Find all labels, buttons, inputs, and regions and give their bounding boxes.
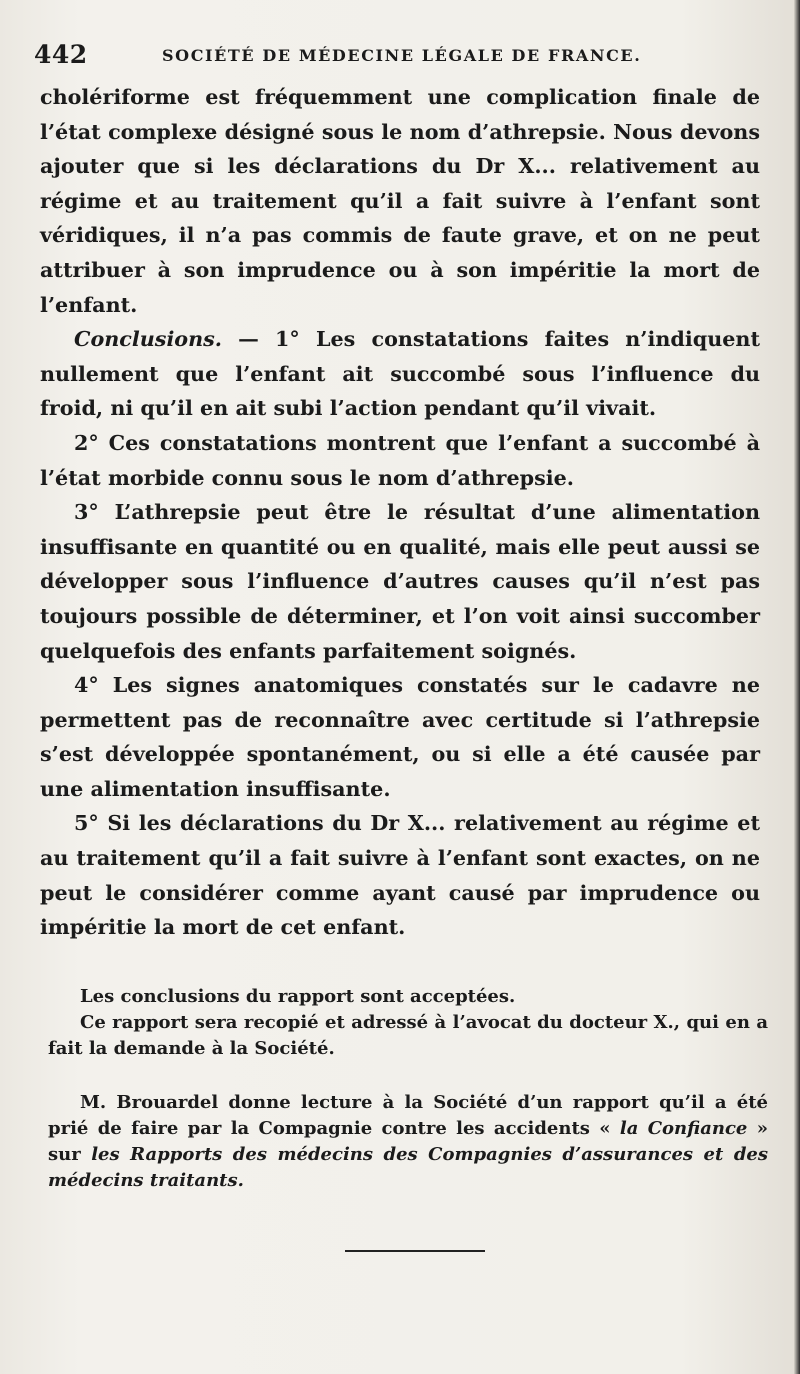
page-number: 442	[34, 40, 88, 69]
conclusions-4: 4° Les signes anatomiques constatés sur le cadavre ne permettent pas de reconnaître avec certitude si l’athrepsie s’est développée spontanément, ou si elle a été causée par une alimentation insuffisante.	[40, 673, 760, 801]
brouardel-paragraph	[48, 1090, 768, 1194]
company-name: la Confiance	[619, 1118, 748, 1139]
conclusions-heading: Conclusions.	[74, 327, 222, 352]
main-text	[40, 80, 760, 945]
meeting-minutes	[48, 984, 768, 1062]
conclusions-1-text: — 1° Les constatations faites n’indiquent nullement que l’enfant ait succombé sous l’influence du froid, ni qu’il en ait subi l’action pendant qu’il vivait.	[40, 327, 760, 421]
conclusions-accepted: Les conclusions du rapport sont acceptées.	[80, 986, 516, 1007]
brouardel-text-a: M. Brouardel donne lecture à la Société d’un rapport qu’il a été prié de faire par la Compagnie contre les accidents «	[48, 1092, 768, 1139]
section-rule	[345, 1250, 485, 1252]
conclusions-2: 2° Ces constatations montrent que l’enfant a succombé à l’état morbide connu sous le nom d’athrepsie.	[40, 430, 760, 490]
paragraph-continuation: cholériforme est fréquemment une complication finale de l’état complexe désigné sous le nom d’athrepsie. Nous devons ajouter que si les déclarations du Dr X... relativement au régime et au traitement qu’il a fait suivre à l’enfant sont véridiques, il n’a pas commis de faute grave, et on ne peut attribuer à son imprudence ou à son impéritie la mort de l’enfant.	[40, 85, 760, 317]
conclusions-5: 5° Si les déclarations du Dr X... relativement au régime et au traitement qu’il a fait suivre à l’enfant sont exactes, on ne peut le considérer comme ayant causé par imprudence ou impéritie la mort de cet enfant.	[40, 811, 760, 940]
conclusions-3: 3° L’athrepsie peut être le résultat d’une alimentation insuffisante en quantité ou en qualité, mais elle peut aussi se développer sous l’influence d’autres causes qu’il n’est pas toujours possible de déterminer, et l’on voit ainsi succomber quelquefois des enfants parfaitement soignés.	[40, 500, 760, 663]
page-edge-shadow	[794, 0, 800, 1374]
brouardel-text-b: » sur	[48, 1118, 768, 1165]
report-copy-note: Ce rapport sera recopié et adressé à l’avocat du docteur X., qui en a fait la demande à la Société.	[48, 1012, 768, 1059]
page-header	[34, 38, 774, 78]
running-head: SOCIÉTÉ DE MÉDECINE LÉGALE DE FRANCE.	[162, 46, 642, 65]
report-title: les Rapports des médecins des Compagnies d’assurances et des médecins traitants.	[48, 1144, 768, 1191]
conclusions-1	[40, 322, 760, 426]
